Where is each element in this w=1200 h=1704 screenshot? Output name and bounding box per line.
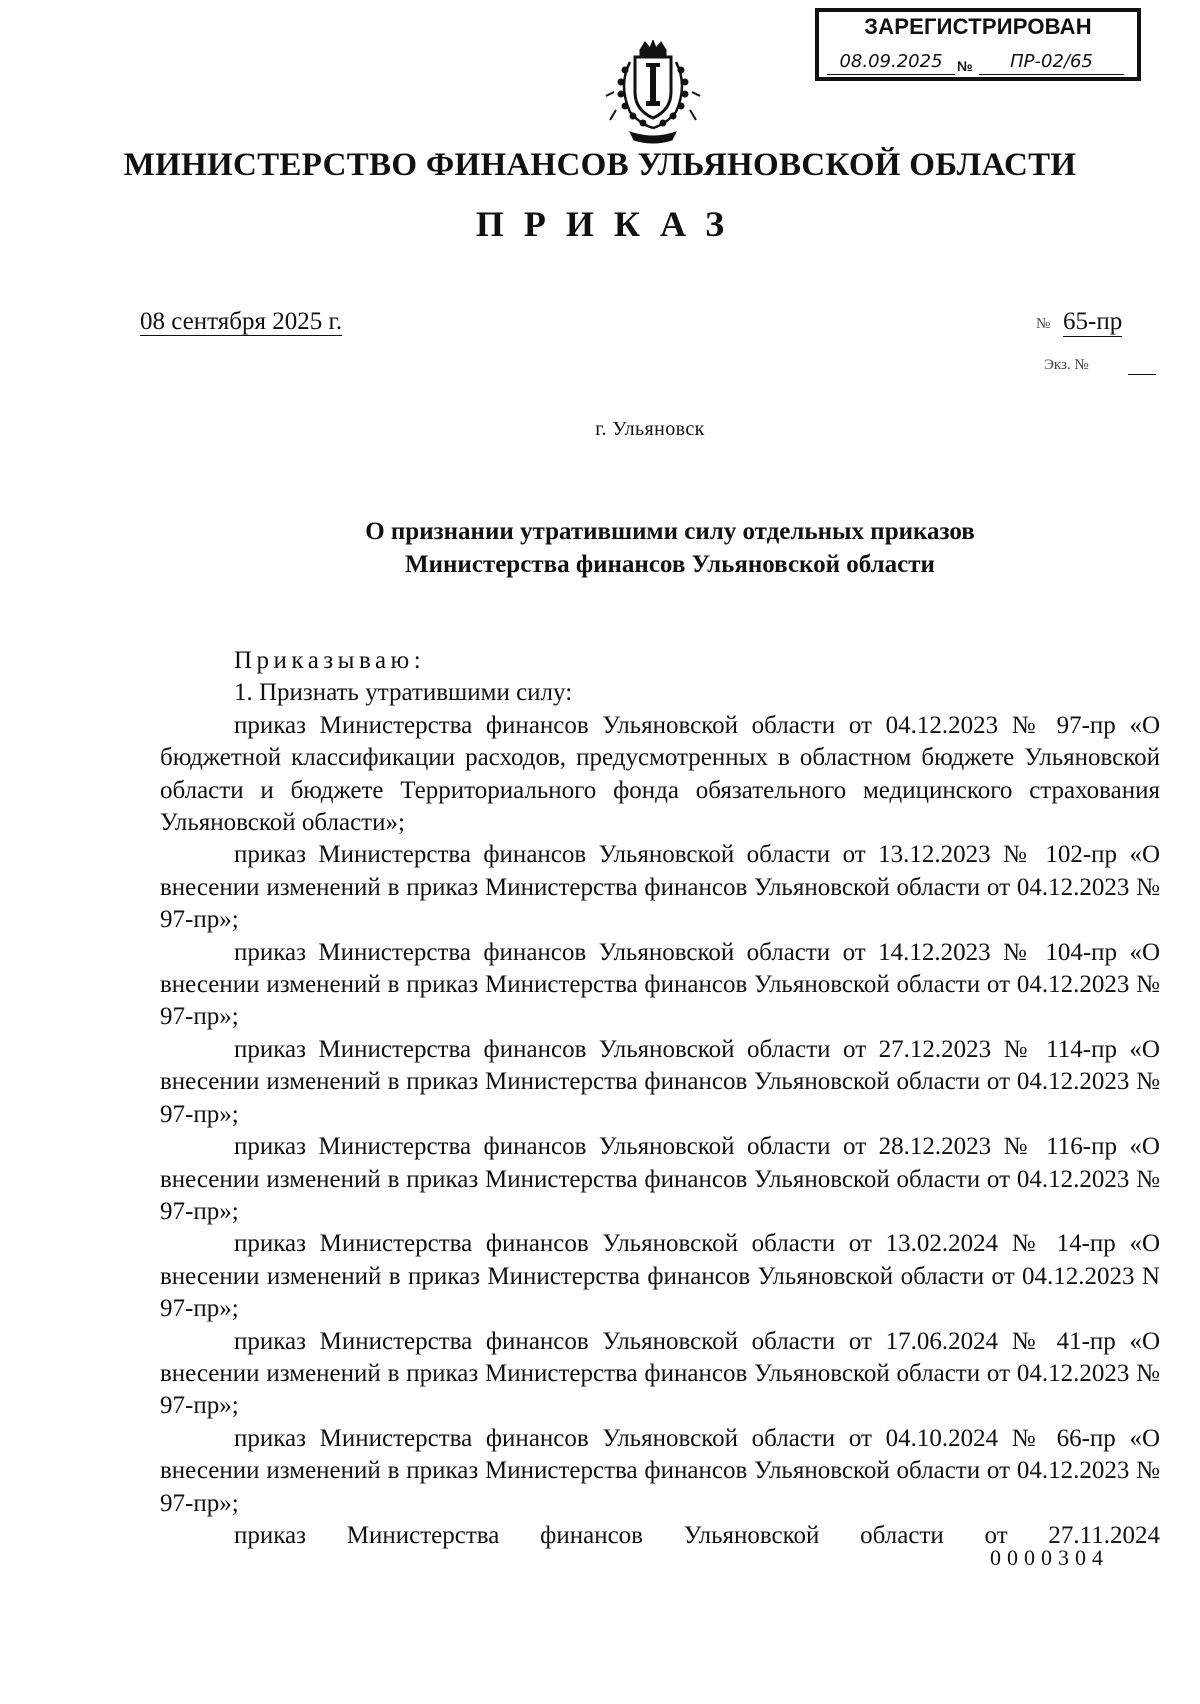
subject-line-1: О признании утратившими силу отдельных приказов (365, 518, 975, 545)
registration-stamp (815, 8, 1141, 81)
revoked-order-item: приказ Министерства финансов Ульяновской области от 27.12.2023 № 114-пр «О внесении изменений в приказ Министерства финансов Ульяновской области от 04.12.2023 № 97-пр»; (160, 1035, 1160, 1128)
order-date (140, 308, 342, 336)
subject-line-2: Министерства финансов Ульяновской области (405, 551, 935, 578)
revoked-order-item: приказ Министерства финансов Ульяновской области от 13.12.2023 № 102-пр «О внесении изменений в приказ Министерства финансов Ульяновской области от 04.12.2023 № 97-пр»; (160, 841, 1160, 934)
revoked-order-item: приказ Министерства финансов Ульяновской области от 04.10.2024 № 66-пр «О внесении изменений в приказ Министерства финансов Ульяновской области от 04.12.2023 № 97-пр»; (160, 1424, 1160, 1517)
copy-number-label: Экз. № (1044, 357, 1089, 373)
ministry-title: МИНИСТЕРСТВО ФИНАНСОВ УЛЬЯНОВСКОЙ ОБЛАСТИ (123, 147, 1077, 183)
stamp-number: ПР-02/65 (979, 50, 1124, 75)
stamp-date: 08.09.2025 (827, 50, 955, 75)
order-number: 65-пр (1063, 308, 1123, 335)
stamp-number-label: № (957, 58, 973, 74)
page-code: 0000304 (990, 1545, 1109, 1570)
revoked-order-item: приказ Министерства финансов Ульяновской области от 14.12.2023 № 104-пр «О внесении изменений в приказ Министерства финансов Ульяновской области от 04.12.2023 № 97-пр»; (160, 938, 1160, 1031)
order-number-label: № (1036, 316, 1051, 332)
copy-number-line (1128, 374, 1156, 375)
stamp-title: ЗАРЕГИСТРИРОВАН (864, 14, 1092, 39)
order-subject (170, 515, 1170, 581)
revoked-order-item: приказ Министерства финансов Ульяновской области от 28.12.2023 № 116-пр «О внесении изменений в приказ Министерства финансов Ульяновской области от 04.12.2023 № 97-пр»; (160, 1133, 1160, 1225)
city: г. Ульяновск (595, 418, 705, 440)
document-type: ПРИКАЗ (475, 204, 745, 244)
order-intro: Приказываю: (234, 647, 426, 674)
revoked-order-item: приказ Министерства финансов Ульяновской области от 17.06.2024 № 41-пр «О внесении изменений в приказ Министерства финансов Ульяновской области от 04.12.2023 № 97-пр»; (160, 1327, 1160, 1420)
coat-of-arms-icon (600, 40, 706, 152)
order-date-text: 08 сентября 2025 г. (140, 308, 343, 335)
revoked-order-item: приказ Министерства финансов Ульяновской области от 13.02.2024 № 14-пр «О внесении изменений в приказ Министерства финансов Ульяновской области от 04.12.2023 N 97-пр»; (160, 1230, 1160, 1323)
order-body (160, 645, 1160, 1552)
order-item-1: 1. Признать утратившими силу: (234, 679, 573, 707)
revoked-order-item: приказ Министерства финансов Ульяновской области от 04.12.2023 № 97-пр «О бюджетной классификации расходов, предусмотренных в областном бюджете Ульяновской области и бюджете Территориального фонда обязательного медицинского страхования Ульяновской области»; (160, 711, 1160, 837)
revoked-order-item: приказ Министерства финансов Ульяновской области от 27.11.2024 (234, 1521, 1160, 1549)
